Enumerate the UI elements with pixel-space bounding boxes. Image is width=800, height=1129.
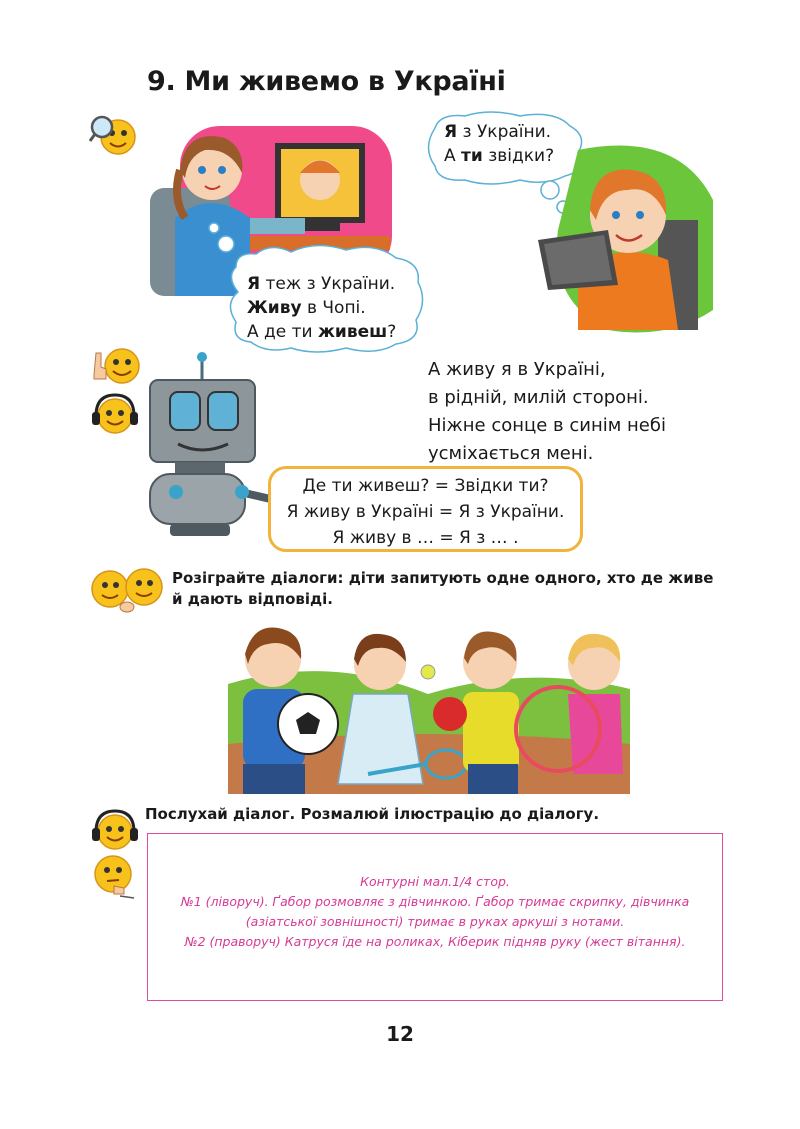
poem-line: Ніжне сонце в синім небі	[428, 415, 666, 436]
rule-box	[268, 466, 583, 552]
girl-line1-rest: теж з України.	[260, 274, 396, 294]
poem-line: в рідній, милій стороні.	[428, 387, 649, 408]
magnifier-smiley-icon	[88, 113, 138, 157]
girl-speech-line-2	[247, 296, 396, 320]
rule-line: Де ти живеш? = Звідки ти?	[302, 476, 549, 496]
girl-line2-rest: в Чопі.	[301, 298, 366, 318]
girl-line1-bold: Я	[247, 274, 261, 294]
note-line: №1 (ліворуч). Ґабор розмовляє з дівчинкою. Ґабор тримає скрипку, дівчинка	[180, 894, 690, 909]
boy-line1-bold: Я	[444, 122, 458, 142]
girl-line3-rest: ?	[387, 322, 397, 342]
girl-speech-text	[247, 272, 396, 344]
boy-line2-bold: ти	[461, 146, 483, 166]
boy-line2-start: А	[444, 146, 462, 166]
girl-line3-bold: живеш	[318, 322, 388, 342]
headphones-smiley-icon	[92, 392, 138, 436]
note-line: Контурні мал.1/4 стор.	[360, 874, 510, 889]
boy-line1-rest: з України.	[457, 122, 552, 142]
task-listen: Послухай діалог. Розмалюй ілюстрацію до діалогу.	[145, 805, 600, 823]
note-line: (азіатської зовнішності) тримає в руках аркуші з нотами.	[245, 914, 625, 929]
girl-line3-start: А де ти	[247, 322, 319, 342]
task-dialogues	[172, 568, 713, 610]
boy-line2-rest: звідки?	[482, 146, 555, 166]
girl-speech-line-1	[247, 272, 396, 296]
rule-line: Я живу в Україні = Я з України.	[286, 502, 565, 522]
poem-line: усміхається мені.	[428, 443, 594, 464]
headphones-smiley-icon	[92, 808, 138, 852]
girl-speech-line-3	[247, 320, 396, 344]
boy-tablet-illustration	[538, 140, 718, 340]
children-sports-illustration	[228, 614, 630, 794]
two-smileys-icon	[90, 565, 164, 615]
finger-smiley-icon	[88, 345, 144, 385]
task-dialogues-line1: Розіграйте діалоги: діти запитують одне одного, хто де живе	[172, 569, 714, 587]
note-line: №2 (праворуч) Катруся їде на роликах, Кіберик підняв руку (жест вітання).	[184, 934, 686, 949]
girl-line2-bold: Живу	[247, 298, 302, 318]
poem	[428, 356, 666, 468]
page-title: 9. Ми живемо в Україні	[147, 66, 506, 97]
task-dialogues-line2: й дають відповіді.	[172, 590, 333, 608]
coloring-note-box	[147, 833, 723, 1001]
poem-line: А живу я в Україні,	[428, 359, 606, 380]
rule-line: Я живу в … = Я з … .	[332, 528, 519, 548]
thinking-smiley-icon	[90, 852, 140, 900]
page-number: 12	[386, 1022, 414, 1046]
